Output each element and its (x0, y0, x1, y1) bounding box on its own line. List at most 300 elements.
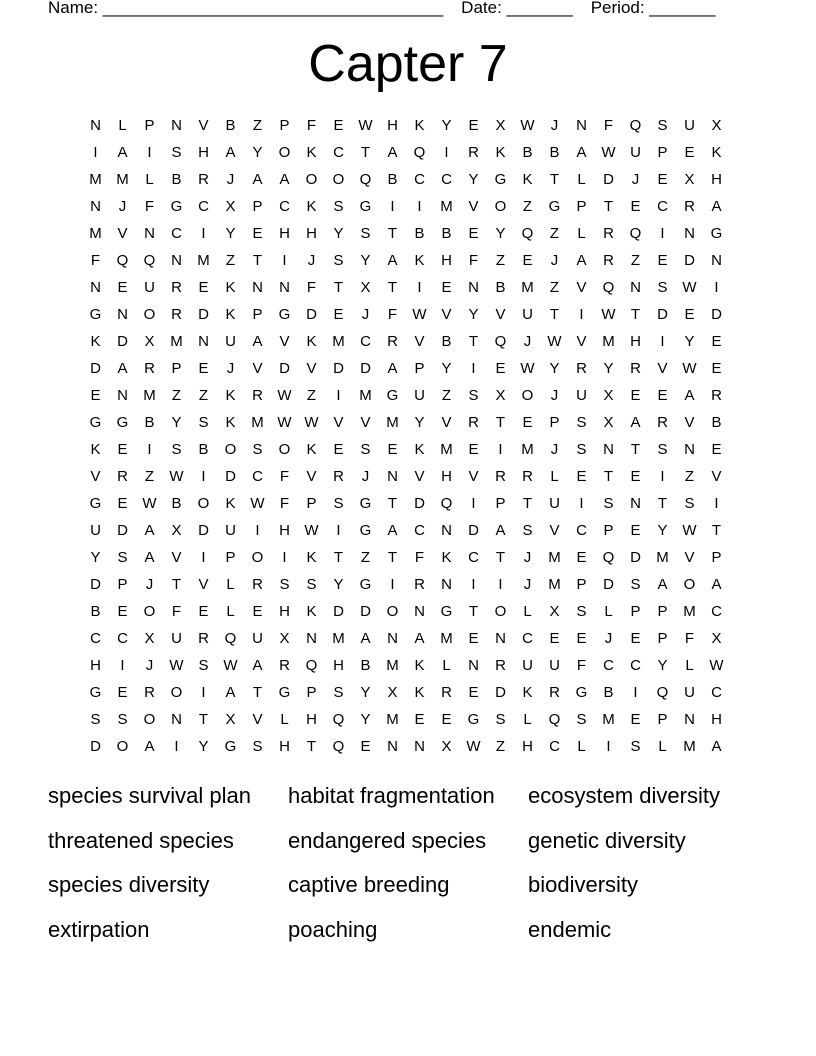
grid-letter: N (684, 225, 695, 242)
grid-letter: S (198, 414, 209, 431)
grid-letter: T (252, 684, 263, 701)
grid-row (82, 274, 730, 301)
grid-letter: L (226, 576, 235, 593)
name-field: Name: ____________________________________ (48, 0, 444, 17)
grid-letter: V (549, 522, 560, 539)
grid-letter: L (280, 711, 289, 728)
grid-letter: O (386, 603, 399, 620)
word-list-item: threatened species (48, 827, 234, 853)
grid-row (82, 193, 730, 220)
grid-letter: G (89, 684, 102, 701)
grid-letter: G (359, 576, 372, 593)
grid-letter: I (417, 279, 422, 296)
grid-letter: S (306, 576, 317, 593)
grid-letter: X (711, 630, 722, 647)
grid-letter: H (522, 738, 533, 755)
grid-letter: R (603, 225, 614, 242)
grid-letter: Q (359, 171, 372, 188)
grid-letter: S (279, 576, 290, 593)
grid-letter: W (142, 495, 157, 512)
word-list-item: ecosystem diversity (528, 783, 720, 808)
grid-letter: H (279, 603, 290, 620)
grid-letter: K (306, 198, 317, 215)
grid-letter: P (549, 414, 560, 431)
grid-letter: V (171, 549, 182, 566)
grid-letter: P (657, 603, 668, 620)
grid-letter: N (117, 387, 128, 404)
grid-letter: J (550, 441, 559, 458)
grid-letter: T (468, 603, 479, 620)
grid-letter: B (225, 117, 236, 134)
grid-letter: S (576, 711, 587, 728)
grid-letter: O (170, 684, 183, 701)
grid-letter: R (522, 468, 533, 485)
grid-letter: M (521, 441, 534, 458)
grid-letter: E (468, 225, 479, 242)
grid-letter: H (711, 711, 722, 728)
grid-letter: V (576, 279, 587, 296)
grid-letter: A (711, 738, 722, 755)
grid-letter: T (333, 549, 344, 566)
grid-letter: F (279, 495, 290, 512)
grid-letter: X (144, 630, 155, 647)
grid-letter: N (576, 117, 587, 134)
grid-letter: P (252, 198, 263, 215)
grid-letter: R (468, 414, 479, 431)
grid-letter: P (306, 684, 317, 701)
grid-letter: M (548, 576, 561, 593)
grid-letter: T (603, 198, 614, 215)
grid-letter: Z (198, 387, 209, 404)
grid-letter: B (441, 225, 452, 242)
grid-letter: Q (413, 144, 426, 161)
grid-row (82, 544, 730, 571)
grid-letter: S (90, 711, 101, 728)
grid-letter: I (174, 738, 179, 755)
grid-letter: D (198, 522, 209, 539)
grid-letter: T (387, 279, 398, 296)
grid-letter: M (170, 333, 183, 350)
grid-letter: K (90, 441, 101, 458)
grid-letter: Y (414, 414, 425, 431)
grid-letter: Q (224, 630, 237, 647)
grid-letter: N (306, 630, 317, 647)
grid-letter: D (90, 738, 101, 755)
page-title: Capter 7 (308, 35, 508, 93)
grid-letter: C (252, 468, 263, 485)
grid-letter: W (682, 360, 697, 377)
grid-letter: K (225, 387, 236, 404)
grid-letter: J (307, 252, 316, 269)
grid-letter: V (684, 414, 695, 431)
grid-letter: R (387, 333, 398, 350)
grid-letter: N (387, 630, 398, 647)
grid-letter: N (171, 117, 182, 134)
grid-letter: V (198, 117, 209, 134)
grid-letter: V (711, 468, 722, 485)
grid-letter: N (684, 711, 695, 728)
grid-letter: I (417, 198, 422, 215)
grid-letter: T (387, 495, 398, 512)
grid-letter: D (279, 360, 290, 377)
grid-letter: C (657, 198, 668, 215)
grid-letter: V (306, 360, 317, 377)
grid-letter: A (144, 522, 155, 539)
grid-letter: G (467, 711, 480, 728)
grid-letter: N (117, 306, 128, 323)
grid-letter: G (359, 495, 372, 512)
grid-letter: A (144, 738, 155, 755)
grid-letter: W (277, 387, 292, 404)
grid-letter: W (601, 306, 616, 323)
grid-row (82, 598, 730, 625)
grid-letter: Z (495, 252, 506, 269)
grid-letter: S (657, 117, 668, 134)
grid-letter: E (198, 279, 209, 296)
grid-letter: O (278, 144, 291, 161)
grid-letter: C (549, 738, 560, 755)
grid-letter: U (549, 495, 560, 512)
grid-letter: E (198, 360, 209, 377)
grid-letter: M (251, 414, 264, 431)
grid-letter: M (143, 387, 156, 404)
grid-letter: N (711, 252, 722, 269)
grid-letter: S (171, 144, 182, 161)
grid-letter: Q (440, 495, 453, 512)
grid-letter: Q (305, 657, 318, 674)
grid-letter: B (414, 225, 425, 242)
grid-letter: J (523, 576, 532, 593)
grid-letter: W (250, 495, 265, 512)
grid-letter: A (225, 144, 236, 161)
grid-letter: W (520, 360, 535, 377)
grid-letter: L (658, 738, 667, 755)
grid-letter: U (225, 522, 236, 539)
grid-letter: O (197, 495, 210, 512)
grid-letter: A (387, 252, 398, 269)
grid-letter: C (414, 171, 425, 188)
grid-letter: K (414, 441, 425, 458)
grid-letter: I (147, 144, 152, 161)
grid-letter: V (441, 306, 452, 323)
grid-letter: E (684, 144, 695, 161)
grid-letter: C (414, 522, 425, 539)
grid-letter: C (468, 549, 479, 566)
grid-letter: O (683, 576, 696, 593)
grid-letter: R (198, 630, 209, 647)
grid-letter: I (660, 468, 665, 485)
grid-letter: S (657, 279, 668, 296)
grid-letter: P (414, 360, 425, 377)
grid-letter: C (603, 657, 614, 674)
grid-letter: V (117, 225, 128, 242)
grid-letter: G (278, 306, 291, 323)
grid-letter: K (306, 144, 317, 161)
grid-letter: B (144, 414, 155, 431)
grid-letter: G (494, 171, 507, 188)
grid-row (82, 571, 730, 598)
grid-letter: A (252, 333, 263, 350)
grid-letter: C (441, 171, 452, 188)
grid-letter: D (414, 495, 425, 512)
grid-letter: K (306, 333, 317, 350)
grid-letter: O (332, 171, 345, 188)
grid-letter: F (684, 630, 695, 647)
grid-letter: U (171, 630, 182, 647)
grid-letter: U (549, 657, 560, 674)
grid-letter: R (630, 360, 641, 377)
grid-letter: U (522, 306, 533, 323)
grid-letter: V (279, 333, 290, 350)
grid-letter: Y (495, 225, 506, 242)
grid-letter: I (660, 333, 665, 350)
grid-letter: K (225, 306, 236, 323)
grid-letter: E (630, 711, 641, 728)
grid-letter: S (495, 711, 506, 728)
grid-letter: M (602, 333, 615, 350)
grid-letter: I (660, 225, 665, 242)
grid-letter: E (333, 441, 344, 458)
grid-letter: Y (252, 144, 263, 161)
grid-letter: I (282, 252, 287, 269)
grid-letter: H (90, 657, 101, 674)
grid-letter: C (90, 630, 101, 647)
grid-letter: T (468, 333, 479, 350)
grid-letter: W (682, 522, 697, 539)
grid-letter: K (711, 144, 722, 161)
grid-letter: T (198, 711, 209, 728)
grid-letter: G (575, 684, 588, 701)
grid-letter: I (633, 684, 638, 701)
word-list-item: species survival plan (48, 783, 251, 808)
grid-letter: E (522, 414, 533, 431)
grid-letter: A (252, 171, 263, 188)
grid-letter: M (386, 414, 399, 431)
grid-letter: P (144, 117, 155, 134)
grid-letter: G (710, 225, 723, 242)
grid-letter: M (386, 711, 399, 728)
grid-letter: S (171, 441, 182, 458)
grid-letter: P (576, 198, 587, 215)
grid-letter: F (90, 252, 101, 269)
grid-letter: I (498, 576, 503, 593)
grid-letter: C (171, 225, 182, 242)
word-list-item: captive breeding (288, 872, 450, 897)
grid-letter: N (198, 333, 209, 350)
grid-letter: L (577, 738, 586, 755)
grid-letter: R (333, 468, 344, 485)
grid-letter: B (171, 495, 182, 512)
grid-letter: I (201, 225, 206, 242)
grid-letter: A (711, 576, 722, 593)
grid-letter: X (549, 603, 560, 620)
grid-letter: M (197, 252, 210, 269)
grid-letter: G (386, 387, 399, 404)
grid-letter: B (360, 657, 371, 674)
grid-letter: K (225, 279, 236, 296)
grid-letter: S (117, 549, 128, 566)
grid-letter: D (117, 522, 128, 539)
grid-letter: P (657, 144, 668, 161)
grid-letter: D (225, 468, 236, 485)
grid-letter: R (198, 171, 209, 188)
grid-letter: Y (360, 252, 371, 269)
grid-letter: R (603, 252, 614, 269)
grid-letter: Q (656, 684, 669, 701)
grid-letter: M (602, 711, 615, 728)
grid-letter: A (252, 657, 263, 674)
grid-letter: D (495, 684, 506, 701)
grid-letter: M (683, 738, 696, 755)
grid-letter: G (359, 522, 372, 539)
grid-letter: E (711, 441, 722, 458)
grid-letter: J (631, 171, 640, 188)
grid-letter: R (549, 684, 560, 701)
grid-letter: Y (198, 738, 209, 755)
grid-letter: Y (90, 549, 101, 566)
grid-letter: E (630, 630, 641, 647)
grid-letter: D (90, 576, 101, 593)
grid-row (82, 382, 730, 409)
grid-letter: Y (441, 117, 452, 134)
grid-row (82, 679, 730, 706)
grid-letter: G (359, 198, 372, 215)
grid-letter: Q (332, 738, 345, 755)
grid-letter: R (441, 684, 452, 701)
grid-letter: P (603, 522, 614, 539)
grid-letter: P (495, 495, 506, 512)
grid-letter: T (549, 171, 560, 188)
grid-letter: D (306, 306, 317, 323)
grid-letter: I (579, 495, 584, 512)
grid-letter: Q (494, 333, 507, 350)
grid-letter: E (441, 279, 452, 296)
grid-letter: T (630, 306, 641, 323)
grid-letter: N (279, 279, 290, 296)
grid-letter: R (171, 279, 182, 296)
grid-letter: N (468, 279, 479, 296)
grid-letter: C (630, 657, 641, 674)
grid-letter: Y (333, 225, 344, 242)
grid-letter: M (548, 549, 561, 566)
grid-letter: E (387, 441, 398, 458)
grid-letter: Z (225, 252, 236, 269)
grid-letter: O (224, 441, 237, 458)
grid-row (82, 112, 730, 139)
grid-letter: B (171, 171, 182, 188)
grid-letter: G (170, 198, 183, 215)
grid-letter: Y (360, 684, 371, 701)
grid-letter: A (576, 144, 587, 161)
grid-letter: H (441, 252, 452, 269)
grid-letter: Z (549, 279, 560, 296)
grid-row (82, 733, 730, 760)
grid-letter: Y (468, 171, 479, 188)
grid-letter: V (468, 198, 479, 215)
grid-row (82, 409, 730, 436)
grid-letter: J (550, 117, 559, 134)
grid-letter: R (576, 360, 587, 377)
grid-letter: R (657, 414, 668, 431)
grid-letter: T (495, 414, 506, 431)
grid-letter: S (630, 576, 641, 593)
grid-letter: E (198, 603, 209, 620)
grid-letter: N (90, 198, 101, 215)
grid-letter: Z (144, 468, 155, 485)
grid-letter: J (523, 333, 532, 350)
grid-letter: N (252, 279, 263, 296)
grid-letter: F (171, 603, 182, 620)
grid-letter: Y (333, 576, 344, 593)
header-fields (48, 0, 734, 18)
grid-letter: W (358, 117, 373, 134)
grid-letter: K (522, 171, 533, 188)
grid-letter: E (468, 117, 479, 134)
grid-letter: D (657, 306, 668, 323)
grid-letter: P (711, 549, 722, 566)
grid-letter: K (306, 549, 317, 566)
grid-letter: K (522, 684, 533, 701)
word-list-item: poaching (288, 916, 378, 942)
grid-letter: I (120, 657, 125, 674)
grid-letter: I (390, 198, 395, 215)
grid-letter: U (684, 117, 695, 134)
grid-row (82, 247, 730, 274)
grid-letter: T (387, 549, 398, 566)
grid-letter: X (684, 171, 695, 188)
grid-letter: A (279, 171, 290, 188)
grid-letter: N (144, 225, 155, 242)
word-search-grid (82, 112, 730, 760)
grid-row (82, 166, 730, 193)
grid-letter: I (147, 441, 152, 458)
grid-letter: H (198, 144, 209, 161)
grid-letter: A (711, 198, 722, 215)
grid-letter: E (468, 441, 479, 458)
grid-letter: M (359, 387, 372, 404)
grid-letter: H (279, 522, 290, 539)
grid-letter: L (523, 711, 532, 728)
grid-letter: B (549, 144, 560, 161)
grid-letter: A (657, 576, 668, 593)
grid-letter: U (684, 684, 695, 701)
grid-letter: X (495, 387, 506, 404)
grid-letter: H (630, 333, 641, 350)
grid-letter: X (171, 522, 182, 539)
grid-letter: Z (495, 738, 506, 755)
grid-letter: G (89, 414, 102, 431)
grid-letter: G (440, 603, 453, 620)
grid-letter: H (279, 225, 290, 242)
grid-letter: S (333, 684, 344, 701)
word-list-item: endemic (528, 916, 612, 942)
grid-letter: P (630, 603, 641, 620)
grid-letter: I (498, 441, 503, 458)
grid-letter: H (306, 225, 317, 242)
grid-letter: V (306, 468, 317, 485)
grid-letter: E (252, 225, 263, 242)
grid-letter: C (279, 198, 290, 215)
grid-letter: H (333, 657, 344, 674)
grid-letter: D (360, 603, 371, 620)
grid-letter: R (144, 360, 155, 377)
grid-letter: L (118, 117, 127, 134)
period-field: Period: _______ (590, 0, 716, 17)
grid-letter: N (630, 495, 641, 512)
grid-letter: Z (630, 252, 641, 269)
grid-letter: J (226, 171, 235, 188)
grid-letter: O (278, 441, 291, 458)
